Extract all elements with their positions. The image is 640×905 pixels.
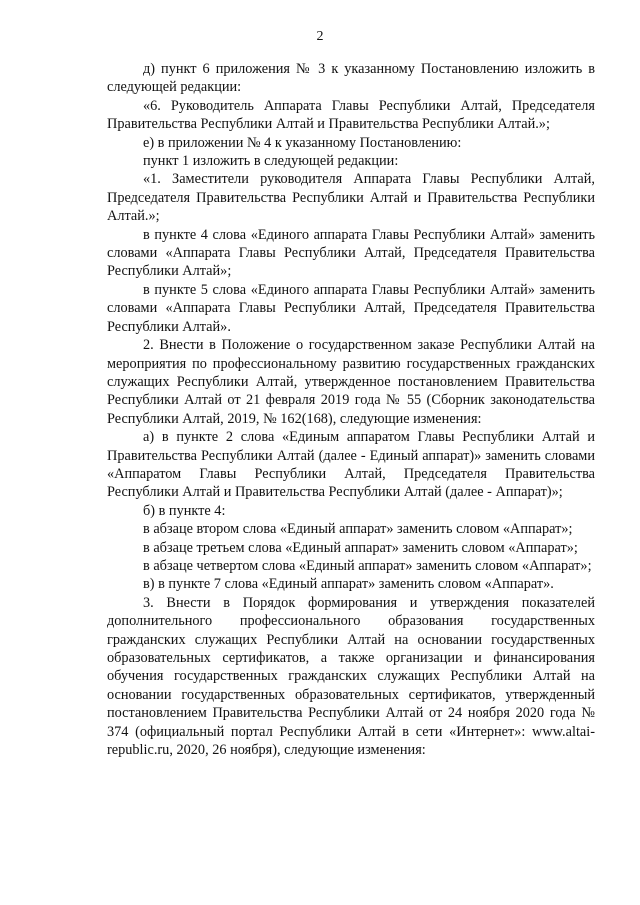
- paragraph-d-point-6: д) пункт 6 приложения № 3 к указанному Постановлению изложить в следующей редакции:: [107, 61, 595, 96]
- paragraph-section-2: 2. Внести в Положение о государственном заказе Республики Алтай на мероприятия по профессиональному развитию государственных гражданских служащих Республики Алтай, утвержденное постановлением Правительства Республики Алтай от 21 февраля 2019 года № 55 (Сборник законодательства Республики Алтай, 2019, № 162(168), следующие изменения:: [107, 337, 595, 427]
- paragraph-point-5: в пункте 5 слова «Единого аппарата Главы Республики Алтай» заменить словами «Аппарата Главы Республики Алтай, Председателя Правительства Республики Алтай».: [107, 281, 595, 335]
- paragraph-2b-third: в абзаце третьем слова «Единый аппарат» заменить словом «Аппарат»;: [143, 539, 578, 556]
- paragraph-2b-fourth: в абзаце четвертом слова «Единый аппарат» заменить словом «Аппарат»;: [143, 557, 592, 574]
- paragraph-point-4: в пункте 4 слова «Единого аппарата Главы Республики Алтай» заменить словами «Аппарата Главы Республики Алтай, Председателя Правительства Республики Алтай»;: [107, 226, 595, 280]
- paragraph-quote-1: «1. Заместители руководителя Аппарата Главы Республики Алтай, Председателя Правительства Республики Алтай и Правительства Республики Алтай.»;: [107, 171, 595, 225]
- paragraph-point-1: пункт 1 изложить в следующей редакции:: [143, 153, 399, 170]
- document-body: [107, 60, 595, 759]
- page-number: 2: [316, 29, 324, 44]
- paragraph-e-appendix-4: е) в приложении № 4 к указанному Постановлению:: [143, 134, 462, 151]
- paragraph-2v: в) в пункте 7 слова «Единый аппарат» заменить словом «Аппарат».: [143, 576, 554, 593]
- paragraph-2b: б) в пункте 4:: [143, 502, 226, 519]
- paragraph-2a: а) в пункте 2 слова «Единым аппаратом Главы Республики Алтай и Правительства Республики Алтай (далее - Единый аппарат)» заменить словами «Аппаратом Главы Республики Алтай, Председателя Правительства Республики Алтай и Правительства Республики Алтай (далее - Аппарат)»;: [107, 429, 595, 501]
- paragraph-quote-6: «6. Руководитель Аппарата Главы Республики Алтай, Председателя Правительства Республики Алтай и Правительства Республики Алтай.»;: [107, 97, 595, 133]
- paragraph-section-3: 3. Внести в Порядок формирования и утверждения показателей дополнительного профессионального образования государственных гражданских служащих Республики Алтай на основании государственных образовательных сертификатов, а также организации и финансирования обучения государственных гражданских служащих Республики Алтай на основании государственных образовательных сертификатов, утвержденный постановлением Правительства Республики Алтай от 24 ноября 2020 года № 374 (официальный портал Республики Алтай в сети «Интернет»: www.altai-republic.ru, 2020, 26 ноября), следующие изменения:: [107, 594, 595, 759]
- paragraph-2b-second: в абзаце втором слова «Единый аппарат» заменить словом «Аппарат»;: [143, 521, 573, 538]
